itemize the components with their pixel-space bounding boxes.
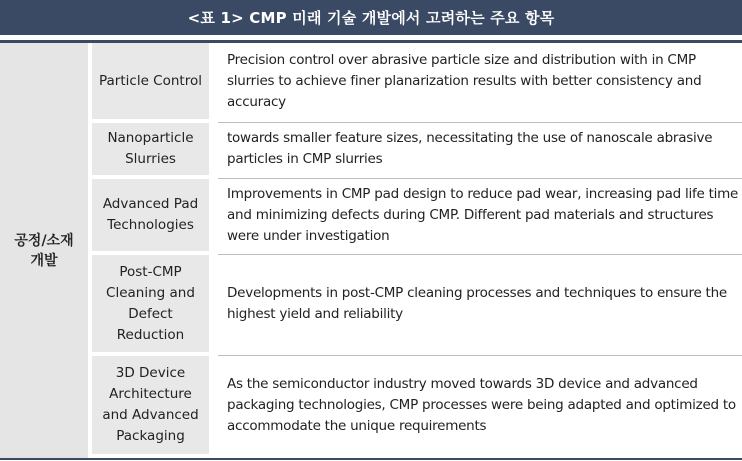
category-label: 공정/소재 개발 <box>14 232 74 269</box>
category-cell <box>0 43 88 458</box>
table-row <box>92 356 742 458</box>
table-row <box>92 123 742 179</box>
table-row <box>92 255 742 356</box>
row-label-cell <box>92 356 209 454</box>
table-row <box>92 179 742 255</box>
row-description-cell <box>227 255 742 352</box>
table-bottom-rule <box>0 458 742 460</box>
row-label-cell <box>92 179 209 251</box>
row-label: Particle Control <box>99 72 202 89</box>
row-description: Precision control over abrasive particle size and distribution with in CMP slurries to achieve finer planarization results with better consistency and accuracy <box>227 51 702 110</box>
row-label-cell <box>92 43 209 119</box>
row-description: Improvements in CMP pad design to reduce pad wear, increasing pad life time and minimizing defects during CMP. Different pad materials and structures were under investigation <box>227 185 739 244</box>
row-label: Post-CMP Cleaning and Defect Reduction <box>106 263 195 343</box>
row-description: As the semiconductor industry moved towards 3D device and advanced packaging technologies, CMP processes were being adapted and optimized to accommodate the unique requirements <box>227 375 736 434</box>
row-description-cell <box>227 43 742 119</box>
row-label: 3D Device Architecture and Advanced Packaging <box>102 365 199 444</box>
row-description-cell <box>227 179 742 251</box>
row-label: Advanced Pad Technologies <box>102 196 199 233</box>
row-label-cell <box>92 123 209 175</box>
row-label-cell <box>92 255 209 352</box>
row-description: Developments in post-CMP cleaning processes and techniques to ensure the highest yield and reliability <box>227 284 727 322</box>
row-label: Nanoparticle Slurries <box>107 130 194 167</box>
table-row <box>92 43 742 123</box>
table-title-bar <box>0 0 742 35</box>
row-description: towards smaller feature sizes, necessitating the use of nanoscale abrasive particles in CMP slurries <box>227 130 713 167</box>
row-description-cell <box>227 123 742 175</box>
row-description-cell <box>227 356 742 454</box>
table-title: <표 1> CMP 미래 기술 개발에서 고려하는 주요 항목 <box>187 9 555 27</box>
cmp-items-table <box>0 40 742 461</box>
